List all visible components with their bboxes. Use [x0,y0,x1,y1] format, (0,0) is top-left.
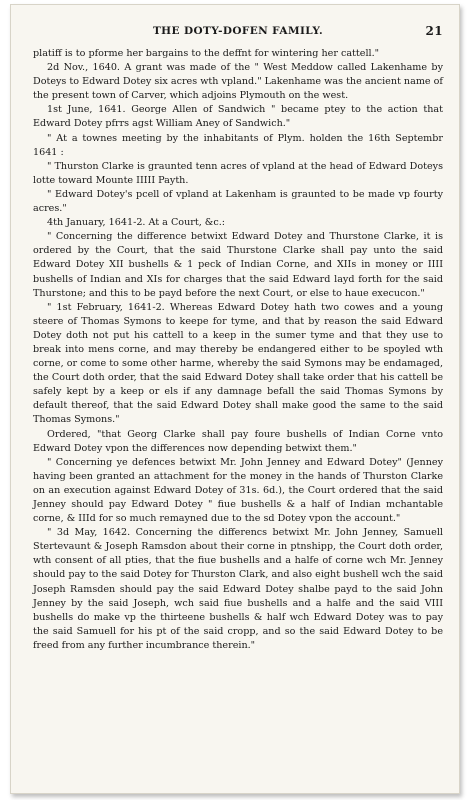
paragraph-townes-meeting: " At a townes meeting by the inhabitants of Plym. holden the 16th Septembr 1641 : [33,132,443,158]
paragraph-lakenham-grant: 2d Nov., 1640. A grant was made of the " West Meddow called Lakenhame by Doteys to Edward Dotey six acres wth vpland." Lakenhame was the ancient name of the present town of Carver, which adjoins Plymouth on the west. [33,62,443,102]
paragraph-court-date: 4th January, 1641-2. At a Court, &c.: [47,217,225,229]
page-title: THE DOTY-DOFEN FAMILY. [152,25,324,37]
running-header [33,25,443,41]
page-number: 21 [425,24,443,38]
paragraph-edward-dotey-pcell: " Edward Dotey's pcell of vpland at Lakenham is graunted to be made vp fourty acres." [33,188,443,215]
paragraph-jenney-defences: " Concerning ye defences betwixt Mr. John Jenney and Edward Dotey" (Jenney having been granted an attachment for the money in the hands of Thurston Clarke on an execution against Edward Dotey of 31s. 6d.), the Court ordered that the said Jenney should pay Edward Dotey " fiue bushells & a half of Indian mchantable corne, & IIId for so much remayned due to the sd Dotey vpon the account." [33,456,443,525]
paragraph-thurston-clarke-grant: " Thurston Clarke is graunted tenn acres of vpland at the head of Edward Doteys lotte toward Mounte IIIII Payth. [33,160,443,186]
paragraph-clarke-difference: " Concerning the difference betwixt Edward Dotey and Thurstone Clarke, it is ordered by the Court, that the said Thurstone Clarke shall pay unto the said Edward Dotey XII bushells & 1 peck of Indian Corne, and XIIs in money or IIII bushells of Indian and XIs for charges that the said Edward layd forth for the said Thurstone; and this to be payd before the next Court, or else to haue execucon." [33,231,443,299]
book-page [10,4,460,794]
paragraph-continuation: platiff is to pforme her bargains to the deffnt for wintering her cattell." [33,48,380,59]
paragraph-symons-cattell: " 1st February, 1641-2. Whereas Edward Dotey hath two cowes and a young steere of Thomas Symons to keepe for tyme, and that by reason the said Edward Dotey doth not put his cattell to a keep in the sumer tyme and that they use to break into mens corne, and may thereby be endangered either to be spoyled wth corne, or come to some other harme, whereby the said Symons may be endamaged, the Court doth order, that the said Edward Dotey shall take order that his cattell be safely kept by a keep or els if any damnage befall the said Thomas Symons by default thereof, that the said Edward Dotey shall make good the same to the said Thomas Symons." [33,301,443,426]
paragraph-stertevaunt-ramsdon: " 3d May, 1642. Concerning the differencs betwixt Mr. John Jenney, Samuell Stertevaunt & Joseph Ramsdon about their corne in ptnshipp, the Court doth order, wth consent of all pties, that the fiue bushells and a halfe of corne wch Mr. Jenney should pay to the said Dotey for Thurston Clark, and also eight bushell wch the said Joseph Ramsden should pay the said Edward Dotey shalbe payd to the said John Jenney by the said Joseph, wch said fiue bushells and a halfe and the said VIII bushells do make vp the thirteene bushells & half wch Edward Dotey was to pay the said Samuell for his pt of the said cropp, and so the said Edward Dotey to be freed from any further incumbrance therein." [33,527,443,651]
paragraph-georg-clarke-order: Ordered, "that Georg Clarke shall pay foure bushells of Indian Corne vnto Edward Dotey vpon the differences now depending betwixt them." [33,428,443,454]
paragraph-george-allen: 1st June, 1641. George Allen of Sandwich " became ptey to the action that Edward Dotey pfrrs agst William Aney of Sandwich." [33,104,443,130]
page-body [33,47,443,653]
